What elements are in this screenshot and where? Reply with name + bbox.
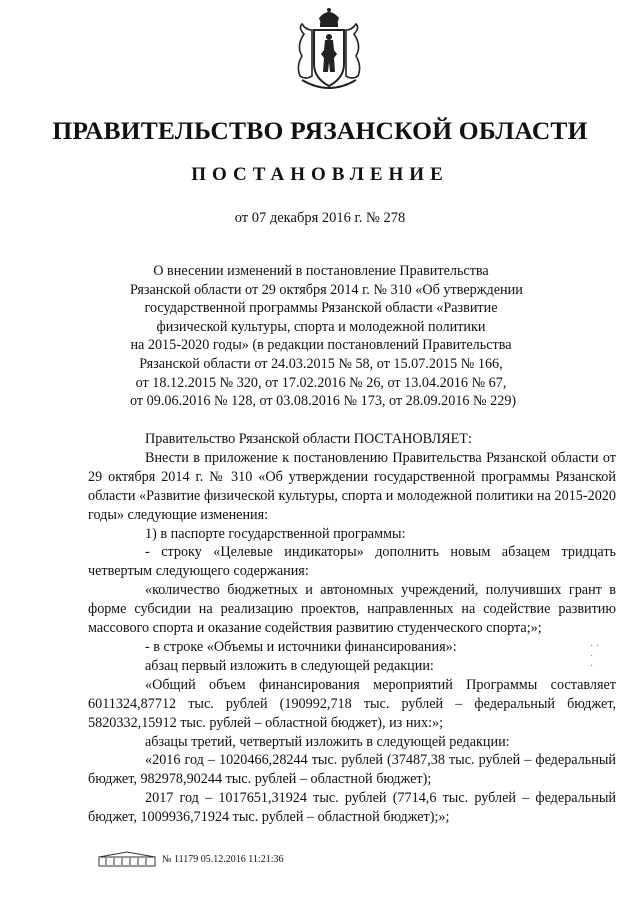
registration-number: № 11179 05.12.2016 11:21:36 bbox=[162, 853, 284, 865]
government-title: ПРАВИТЕЛЬСТВО РЯЗАНСКОЙ ОБЛАСТИ bbox=[52, 116, 588, 145]
subject-line: Рязанской области от 24.03.2015 № 58, от 15.07.2015 № 166, bbox=[139, 355, 503, 372]
coat-of-arms-icon bbox=[294, 6, 364, 92]
body-paragraph: 2017 год – 1017651,31924 тыс. рублей (7714,6 тыс. рублей – федеральный бюджет, 1009936,71924 тыс. рублей – областной бюджет);»; bbox=[88, 790, 616, 826]
subject-line: на 2015-2020 годы» (в редакции постановлений Правительства bbox=[130, 337, 512, 354]
document-type: ПОСТАНОВЛЕНИЕ bbox=[191, 164, 449, 185]
body-paragraph: «2016 год – 1020466,28244 тыс. рублей (37487,38 тыс. рублей – федеральный бюджет, 982978,90244 тыс. рублей – областной бюджет); bbox=[88, 752, 616, 788]
subject-line: государственной программы Рязанской области «Развитие bbox=[144, 300, 498, 317]
subject-line: от 18.12.2015 № 320, от 17.02.2016 № 26, от 13.04.2016 № 67, bbox=[135, 374, 507, 391]
subject-line: физической культуры, спорта и молодежной политики bbox=[156, 318, 486, 335]
subject-line: О внесении изменений в постановление Правительства bbox=[153, 263, 489, 279]
subject-line: от 09.06.2016 № 128, от 03.08.2016 № 173, от 28.09.2016 № 229) bbox=[130, 393, 517, 410]
body-paragraph: - в строке «Объемы и источники финансирования»: bbox=[145, 638, 457, 655]
body-paragraph: Внести в приложение к постановлению Правительства Рязанской области от 29 октября 2014 г. № 310 «Об утверждении государственной программы Рязанской области «Развитие физической культуры, спорта и молодежной политики на 2015-2020 годы» следующие изменения: bbox=[88, 449, 616, 523]
scan-marks: · · · · bbox=[590, 641, 600, 672]
registration-footer bbox=[98, 851, 283, 867]
body-paragraph: абзац первый изложить в следующей редакции: bbox=[145, 657, 434, 674]
body-paragraph: абзацы третий, четвертый изложить в следующей редакции: bbox=[145, 733, 510, 750]
body-paragraph: - строку «Целевые индикаторы» дополнить новым абзацем тридцать четвертым следующего содержания: bbox=[88, 544, 616, 580]
body-paragraph: «Общий объем финансирования мероприятий Программы составляет 6011324,87712 тыс. рублей (190992,718 тыс. рублей – федеральный бюджет, 5820332,15912 тыс. рублей – областной бюджет), из них:»; bbox=[88, 676, 616, 731]
subject-line: Рязанской области от 29 октября 2014 г. № 310 «Об утверждении bbox=[130, 281, 523, 298]
document-date-number: от 07 декабря 2016 г. № 278 bbox=[234, 210, 406, 226]
body-paragraph: 1) в паспорте государственной программы: bbox=[145, 525, 406, 542]
document-body bbox=[88, 430, 616, 827]
body-paragraph: Правительство Рязанской области ПОСТАНОВЛЯЕТ: bbox=[145, 431, 472, 447]
document-subject bbox=[130, 262, 523, 411]
registry-building-icon bbox=[98, 851, 156, 867]
body-paragraph: «количество бюджетных и автономных учреждений, получивших грант в форме субсидии на реализацию проектов, направленных на содействие развитию массового спорта и оказание содействия развитию студенческого спорта;»; bbox=[88, 582, 616, 637]
